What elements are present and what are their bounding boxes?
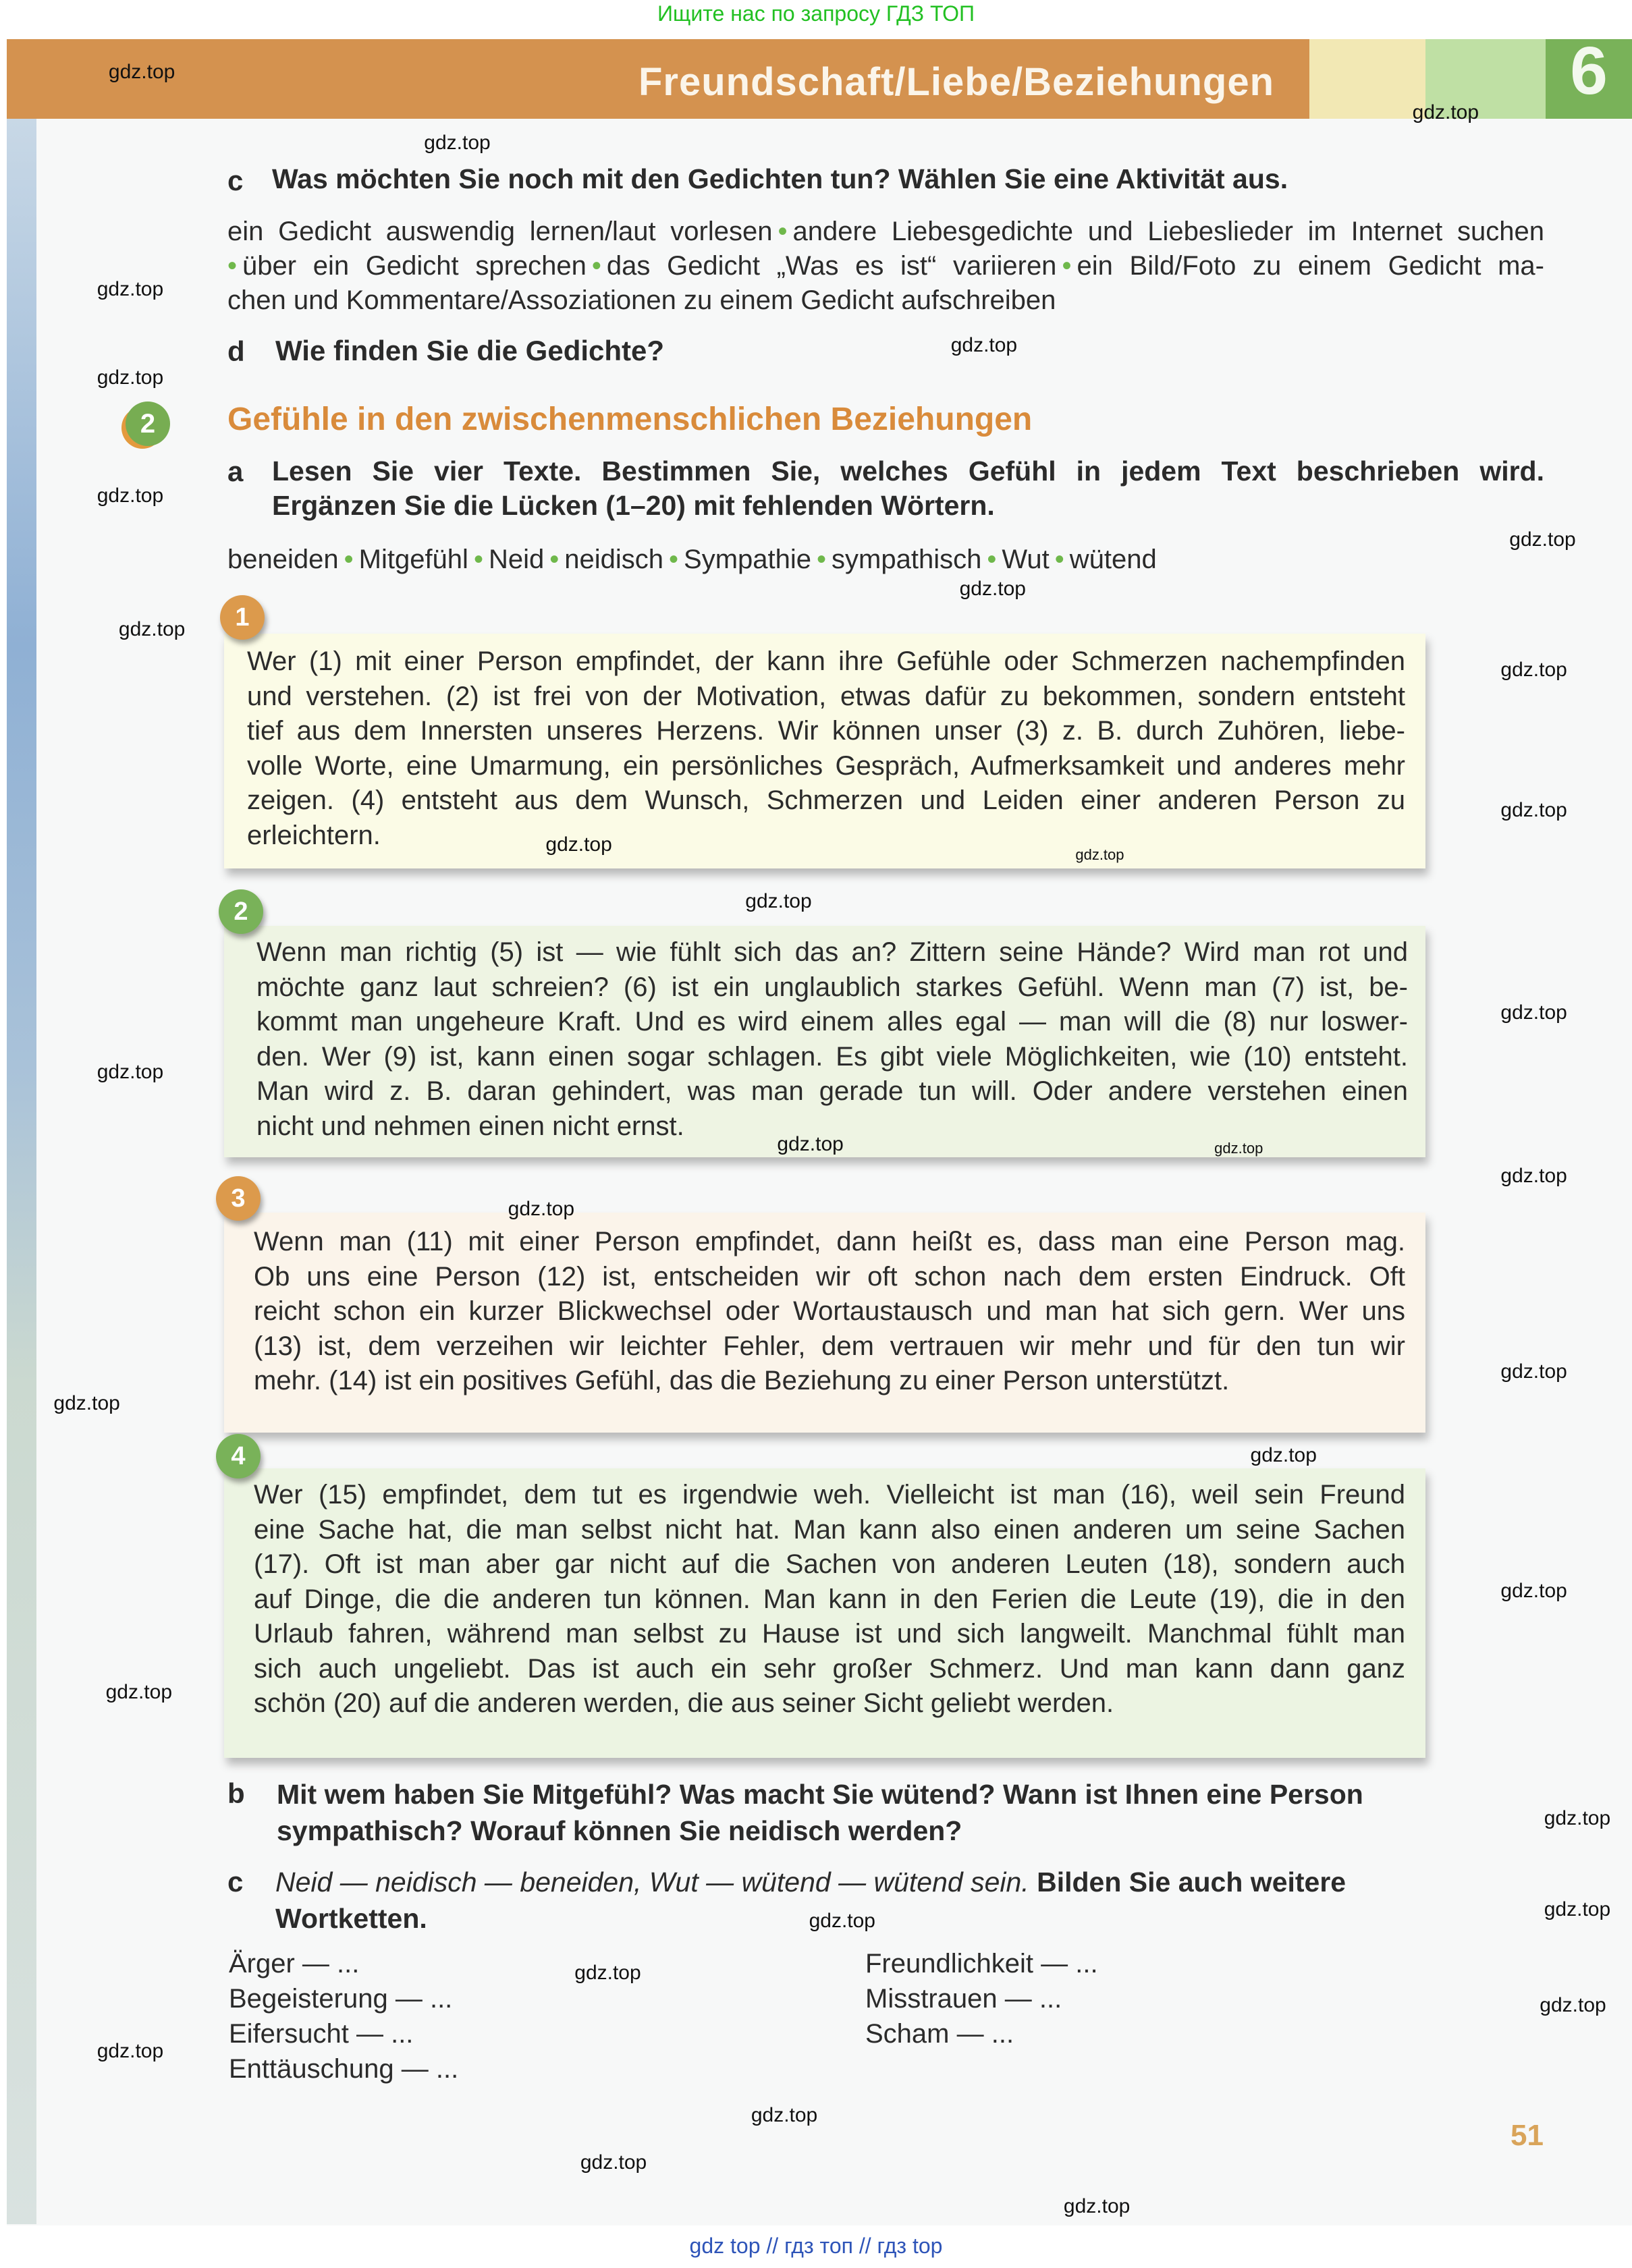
word-list — [227, 543, 1157, 577]
text-number-badge: 1 — [220, 595, 265, 640]
text-line: schön (20) auf die anderen werden, die aus seiner Sicht geliebt werden. — [254, 1688, 1114, 1718]
text-paragraph — [256, 935, 1408, 1144]
question-line: Mit wem haben Sie Mitgefühl? Was macht Sie wütend? Wann ist Ihnen eine Person — [277, 1779, 1363, 1810]
bullet-icon: • — [591, 251, 601, 281]
text-paragraph — [254, 1225, 1405, 1399]
task-letter: d — [227, 335, 245, 367]
watermark-text: gdz.top — [108, 61, 175, 84]
watermark-text: gdz.top — [580, 2151, 647, 2174]
text-line: kommt man ungeheure Kraft. Und es wird einem alles egal — man will die (8) nur loswer- — [256, 1007, 1408, 1036]
text-line: möchte ganz laut schreien? (6) ist ein unglaublich starkes Gefühl. Wenn man (7) ist, be- — [256, 972, 1408, 1002]
activity-line — [227, 215, 1544, 249]
word-option: Wut — [1002, 545, 1050, 574]
text-line: Urlaub fahren, während man selbst zu Hause ist und sich langweilt. Manchmal fühlt man — [254, 1619, 1405, 1649]
watermark-text: gdz.top — [1214, 1140, 1263, 1157]
text-paragraph — [254, 1478, 1405, 1721]
activity-line: chen und Kommentare/Assoziationen zu einem Gedicht aufschreiben — [227, 285, 1056, 315]
bullet-icon: • — [227, 251, 238, 281]
text-line: erleichtern. — [247, 820, 381, 850]
task-question — [277, 1776, 1363, 1849]
chapter-number: 6 — [1570, 33, 1608, 109]
text-line: Man wird z. B. daran gehindert, was man gerade tun will. Oder andere verstehen einen — [256, 1076, 1408, 1106]
watermark-text: gdz.top — [97, 485, 164, 507]
watermark-text: gdz.top — [97, 2040, 164, 2063]
text-line: volle Worte, eine Umarmung, ein persönliches Gespräch, Aufmerksamkeit und anderes mehr — [247, 750, 1405, 781]
bullet-icon: • — [344, 545, 354, 574]
watermark-text: gdz.top — [959, 577, 1026, 600]
watermark-text: gdz.top — [574, 1962, 641, 1985]
text-line: mehr. (14) ist ein positives Gefühl, das die Beziehung zu einer Person unterstützt. — [254, 1366, 1230, 1395]
watermark-text: gdz.top — [745, 889, 812, 912]
word-option: wütend — [1069, 545, 1157, 574]
text-number-badge: 4 — [216, 1434, 261, 1478]
bullet-icon: • — [1054, 545, 1064, 574]
text-line: Ob uns eine Person (12) ist, entscheiden wir oft schon nach dem ersten Eindruck. Oft — [254, 1261, 1405, 1292]
watermark-text: gdz.top — [809, 1910, 876, 1933]
word-chain: Begeisterung — ... — [229, 1984, 453, 2014]
watermark-text: gdz.top — [1500, 1580, 1567, 1603]
activity-line — [227, 249, 1544, 283]
text-line: sich auch ungeliebt. Das ist auch ein sehr großer Schmerz. Und man kann dann ganz — [254, 1653, 1405, 1684]
bullet-icon: • — [778, 217, 788, 246]
word-option: neidisch — [564, 545, 663, 574]
text-line: nicht und nehmen einen nicht ernst. — [256, 1111, 684, 1141]
watermark-text: gdz.top — [1540, 1993, 1606, 2016]
bullet-icon: • — [473, 545, 483, 574]
header-band-yellow — [1309, 39, 1425, 119]
word-option: Mitgefühl — [358, 545, 468, 574]
word-chain: Misstrauen — ... — [865, 1984, 1062, 2014]
section-number-badge: 2 — [126, 402, 170, 446]
chapter-title: Freundschaft/Liebe/Beziehungen — [638, 60, 1274, 104]
watermark-text: gdz.top — [1500, 658, 1567, 681]
watermark-text: gdz.top — [53, 1391, 120, 1414]
watermark-text: gdz.top — [1500, 1001, 1567, 1024]
word-chain: Ärger — ... — [229, 1949, 360, 1979]
bullet-icon: • — [1062, 251, 1072, 281]
instruction-text: Bilden Sie auch weitere — [1037, 1866, 1347, 1898]
instruction-line: Ergänzen Sie die Lücken (1–20) mit fehlenden Wörtern. — [272, 490, 995, 521]
task-letter: c — [227, 1866, 244, 1898]
task-letter: c — [227, 165, 244, 196]
activity: ein Bild/Foto zu einem Gedicht ma- — [1077, 251, 1544, 281]
instruction-line: Wortketten. — [275, 1903, 427, 1934]
task-question: Was möchten Sie noch mit den Gedichten tun? Wählen Sie eine Aktivität aus. — [272, 163, 1288, 194]
word-chain: Scham — ... — [865, 2019, 1014, 2049]
word-option: sympathisch — [832, 545, 982, 574]
top-note: Ищите нас по запросу ГДЗ ТОП — [657, 1, 975, 26]
watermark-text: gdz.top — [1500, 1165, 1567, 1188]
text-line: (17). Oft ist man aber gar nicht auf die Sachen von anderen Leuten (18), sondern auch — [254, 1549, 1405, 1579]
watermark-text: gdz.top — [1544, 1898, 1611, 1921]
word-option: beneiden — [227, 545, 339, 574]
watermark-text: gdz.top — [105, 1681, 173, 1704]
text-line: den. Wer (9) ist, kann einen sogar schlagen. Es gibt viele Möglichkeiten, wie (10) entsteht. — [256, 1041, 1408, 1072]
text-line: tief aus dem Innersten unseres Herzens. Wir können unser (3) z. B. durch Zuhören, liebe- — [247, 716, 1405, 746]
word-chain: Enttäuschung — ... — [229, 2054, 459, 2084]
text-line: reicht schon ein kurzer Blickwechsel oder Wortaustausch und man hat sich gern. Wer uns — [254, 1296, 1405, 1326]
watermark-text: gdz.top — [508, 1198, 575, 1221]
task-letter: a — [227, 455, 244, 487]
text-line: Wenn man (11) mit einer Person empfindet, dann heißt es, dass man eine Person mag. — [254, 1227, 1405, 1256]
watermark-text: gdz.top — [1509, 528, 1576, 551]
watermark-text: gdz.top — [1500, 798, 1567, 821]
text-line: eine Sache hat, die man selbst nicht hat. Man kann also einen anderen um seine Sachen — [254, 1514, 1405, 1545]
watermark-text: gdz.top — [97, 277, 164, 300]
watermark-text: gdz.top — [1412, 101, 1479, 124]
watermark-text: gdz.top — [1063, 2194, 1131, 2217]
activity: über ein Gedicht sprechen — [242, 251, 587, 281]
watermark-text: gdz.top — [545, 833, 612, 856]
bullet-icon: • — [669, 545, 679, 574]
instruction-line — [275, 1864, 1346, 1900]
watermark-text: gdz.top — [97, 366, 164, 389]
word-chain: Eifersucht — ... — [229, 2019, 414, 2049]
text-line: (13) ist, dem verzeihen wir leichter Fehler, dem vertrauen wir mehr und für den tun wir — [254, 1331, 1405, 1361]
task-letter: b — [227, 1777, 245, 1809]
section-title: Gefühle in den zwischenmenschlichen Beziehungen — [227, 402, 1033, 437]
bullet-icon: • — [549, 545, 560, 574]
watermark-text: gdz.top — [950, 334, 1018, 357]
watermark-text: gdz.top — [118, 617, 186, 640]
footer-links[interactable]: gdz top // гдз топ // гдз top — [689, 2234, 943, 2258]
activity: das Gedicht „Was es ist“ variieren — [606, 251, 1057, 281]
bullet-icon: • — [987, 545, 997, 574]
word-chain: Freundlichkeit — ... — [865, 1949, 1098, 1979]
watermark-text: gdz.top — [97, 1060, 164, 1083]
watermark-text: gdz.top — [1250, 1443, 1317, 1466]
watermark-text: gdz.top — [424, 132, 491, 155]
question-line: sympathisch? Worauf können Sie neidisch werden? — [277, 1815, 962, 1846]
activity-list — [227, 215, 1544, 318]
text-line: auf Dinge, die die anderen tun können. Man kann in den Ferien die Leute (19), die in den — [254, 1584, 1405, 1614]
text-number-badge: 3 — [216, 1176, 261, 1221]
instruction-line: Lesen Sie vier Texte. Bestimmen Sie, welches Gefühl in jedem Text beschrieben wird. — [272, 455, 1544, 487]
word-option: Neid — [488, 545, 545, 574]
text-line: Wenn man richtig (5) ist — wie fühlt sich das an? Zittern seine Hände? Wird man rot und — [256, 937, 1408, 967]
word-option: Sympathie — [684, 545, 811, 574]
watermark-text: gdz.top — [1500, 1360, 1567, 1383]
task-instruction — [272, 454, 1544, 523]
bullet-icon: • — [817, 545, 827, 574]
word-chains-right — [865, 1946, 1098, 2051]
task-question: Wie finden Sie die Gedichte? — [275, 335, 665, 366]
text-line: und verstehen. (2) ist frei von der Motivation, etwas dafür zu bekommen, sondern entsteht — [247, 681, 1405, 711]
page-edge — [7, 119, 36, 2224]
text-line: Wer (1) mit einer Person empfindet, der kann ihre Gefühle oder Schmerzen nachempfinden — [247, 646, 1405, 676]
watermark-text: gdz.top — [777, 1132, 844, 1155]
text-paragraph — [247, 644, 1405, 853]
activity: andere Liebesgedichte und Liebeslieder im Internet suchen — [792, 217, 1545, 246]
word-chains-left — [229, 1946, 458, 2086]
watermark-text: gdz.top — [1075, 846, 1124, 864]
text-line: zeigen. (4) entsteht aus dem Wunsch, Schmerzen und Leiden einer anderen Person zu — [247, 785, 1405, 815]
page-number: 51 — [1511, 2119, 1544, 2152]
watermark-text: gdz.top — [751, 2103, 818, 2126]
activity: ein Gedicht auswendig lernen/laut vorlesen — [227, 217, 773, 246]
text-line: Wer (15) empfindet, dem tut es irgendwie weh. Vielleicht ist man (16), weil sein Freund — [254, 1480, 1405, 1510]
example-chain: Neid — neidisch — beneiden, Wut — wütend — wütend sein. — [275, 1866, 1029, 1898]
text-number-badge: 2 — [219, 889, 263, 934]
watermark-text: gdz.top — [1544, 1807, 1611, 1829]
